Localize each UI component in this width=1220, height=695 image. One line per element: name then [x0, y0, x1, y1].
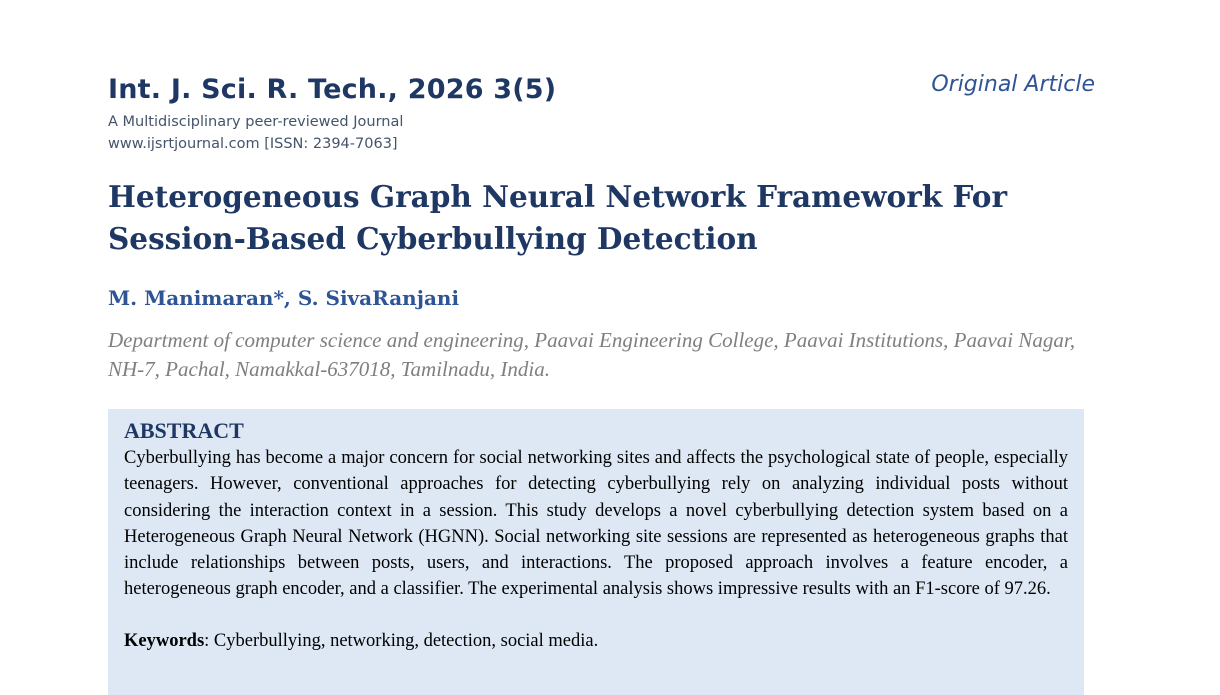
keywords-line	[124, 628, 1068, 654]
keywords-text: : Cyberbullying, networking, detection, social media.	[204, 630, 599, 651]
abstract-box	[108, 409, 1084, 695]
author-affiliation: Department of computer science and engineering, Paavai Engineering College, Paavai Institutions, Paavai Nagar, NH-7, Pachal, Namakkal-637018, Tamilnadu, India.	[108, 328, 1075, 381]
paper-title: Heterogeneous Graph Neural Network Framework For Session-Based Cyberbullying Detection	[108, 179, 1008, 256]
journal-website: www.ijsrtjournal.com [ISSN: 2394-7063]	[108, 136, 398, 152]
article-type-label: Original Article	[931, 72, 1095, 97]
paper-authors: M. Manimaran*, S. SivaRanjani	[108, 286, 460, 310]
journal-title: Int. J. Sci. R. Tech., 2026 3(5)	[108, 74, 557, 105]
abstract-text: Cyberbullying has become a major concern for social networking sites and affects the psychological state of people, especially teenagers. However, conventional approaches for detecting cyberbullying rely on analyzing individual posts without considering the interaction context in a session. This study develops a novel cyberbullying detection system based on a Heterogeneous Graph Neural Network (HGNN). Social networking site sessions are represented as heterogeneous graphs that include relationships between posts, users, and interactions. The proposed approach involves a feature encoder, a heterogeneous graph encoder, and a classifier. The experimental analysis shows impressive results with an F1-score of 97.26.	[124, 448, 1068, 600]
keywords-label: Keywords	[124, 630, 205, 651]
abstract-heading: ABSTRACT	[124, 418, 244, 443]
journal-subtitle: A Multidisciplinary peer-reviewed Journal	[108, 114, 404, 130]
